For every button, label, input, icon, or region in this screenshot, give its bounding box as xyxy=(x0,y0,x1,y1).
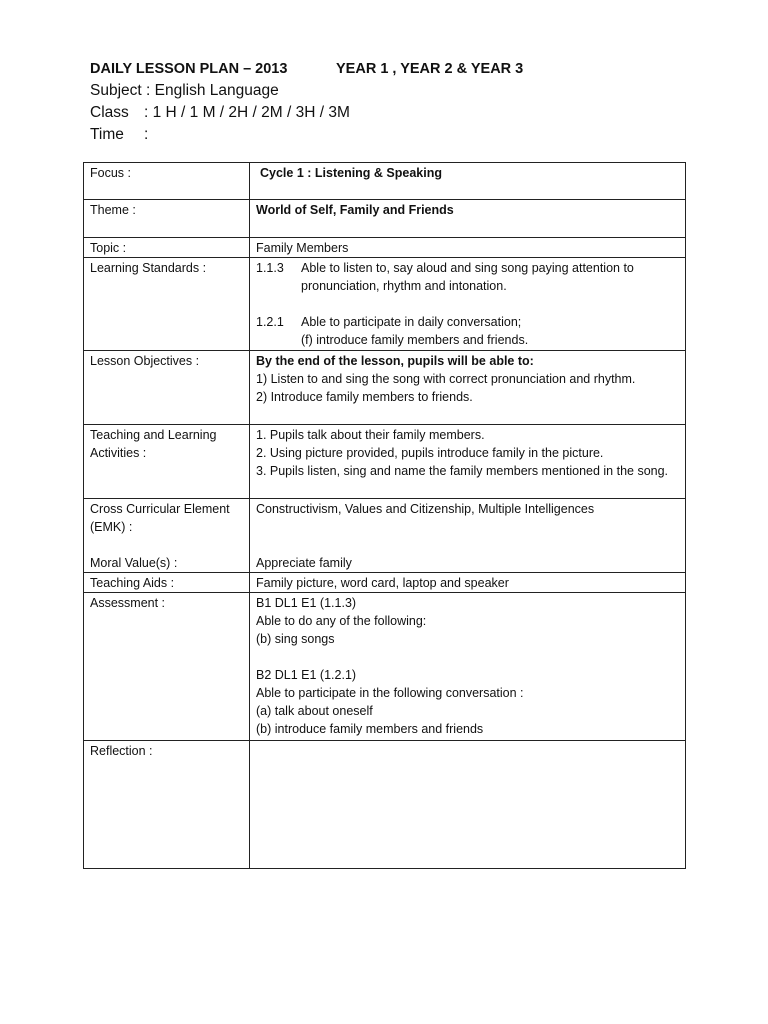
assessment-b2-desc: Able to participate in the following conversation : xyxy=(256,686,524,700)
assessment-row xyxy=(84,593,686,741)
assessment-value xyxy=(250,593,686,741)
reflection-value[interactable] xyxy=(250,741,686,869)
standard-2-code: 1.2.1 xyxy=(256,315,284,329)
assessment-b2-item: (b) introduce family members and friends xyxy=(256,722,484,736)
learning-standards-value xyxy=(250,258,686,351)
standard-1-code: 1.1.3 xyxy=(256,261,284,275)
moral-value-label: Moral Value(s) : xyxy=(90,556,178,570)
plan-years: YEAR 1 , YEAR 2 & YEAR 3 xyxy=(336,61,524,77)
teaching-aids-value: Family picture, word card, laptop and speaker xyxy=(250,573,686,593)
focus-label: Focus : xyxy=(84,163,250,200)
theme-label: Theme : xyxy=(84,200,250,238)
assessment-b2-item: (a) talk about oneself xyxy=(256,704,373,718)
standard-1 xyxy=(256,259,679,277)
topic-value: Family Members xyxy=(250,238,686,258)
time-line xyxy=(90,124,690,146)
learning-standards-row xyxy=(84,258,686,351)
class-line xyxy=(90,102,690,124)
standard-2 xyxy=(256,313,679,331)
standard-1-continuation: pronunciation, rhythm and intonation. xyxy=(301,279,507,293)
time-label: Time xyxy=(90,126,124,143)
cross-curricular-label-cell xyxy=(84,499,250,573)
theme-value: World of Self, Family and Friends xyxy=(250,200,686,238)
assessment-b1-code: B1 DL1 E1 (1.1.3) xyxy=(256,596,357,610)
time-value: : xyxy=(144,126,149,143)
moral-value: Appreciate family xyxy=(256,556,352,570)
teaching-aids-label: Teaching Aids : xyxy=(84,573,250,593)
teaching-aids-row xyxy=(84,573,686,593)
focus-value: Cycle 1 : Listening & Speaking xyxy=(250,163,686,200)
activities-label: Teaching and Learning Activities : xyxy=(84,425,250,499)
cross-curricular-value-cell xyxy=(250,499,686,573)
learning-standards-label: Learning Standards : xyxy=(84,258,250,351)
assessment-b1-desc: Able to do any of the following: xyxy=(256,614,427,628)
reflection-label: Reflection : xyxy=(84,741,250,869)
objectives-row xyxy=(84,351,686,425)
topic-label: Topic : xyxy=(84,238,250,258)
lesson-plan-table xyxy=(83,162,686,869)
topic-row xyxy=(84,238,686,258)
header-title-row xyxy=(90,58,690,80)
objective-item: 2) Introduce family members to friends. xyxy=(256,390,473,404)
activities-value xyxy=(250,425,686,499)
lesson-plan-header xyxy=(90,58,690,146)
objectives-intro: By the end of the lesson, pupils will be able to: xyxy=(256,354,534,368)
plan-title: DAILY LESSON PLAN – 2013 xyxy=(90,61,288,77)
activities-row xyxy=(84,425,686,499)
activity-item: 1. Pupils talk about their family members. xyxy=(256,428,485,442)
standard-1-text: Able to listen to, say aloud and sing song paying attention to xyxy=(301,261,634,275)
standard-2-continuation: (f) introduce family members and friends. xyxy=(301,333,529,347)
cross-curricular-row xyxy=(84,499,686,573)
assessment-b2-code: B2 DL1 E1 (1.2.1) xyxy=(256,668,357,682)
class-value: : 1 H / 1 M / 2H / 2M / 3H / 3M xyxy=(144,104,350,121)
objectives-value xyxy=(250,351,686,425)
activity-item: 3. Pupils listen, sing and name the family members mentioned in the song. xyxy=(256,464,669,478)
cross-curricular-value: Constructivism, Values and Citizenship, Multiple Intelligences xyxy=(256,502,595,516)
subject-line: Subject : English Language xyxy=(90,82,279,99)
assessment-b1-item: (b) sing songs xyxy=(256,632,335,646)
theme-row xyxy=(84,200,686,238)
class-label: Class xyxy=(90,104,129,121)
cross-curricular-label: Cross Curricular Element (EMK) : xyxy=(90,502,230,534)
assessment-label: Assessment : xyxy=(84,593,250,741)
objective-item: 1) Listen to and sing the song with correct pronunciation and rhythm. xyxy=(256,372,636,386)
standard-2-text: Able to participate in daily conversation; xyxy=(301,315,522,329)
reflection-row xyxy=(84,741,686,869)
objectives-label: Lesson Objectives : xyxy=(84,351,250,425)
focus-row xyxy=(84,163,686,200)
activity-item: 2. Using picture provided, pupils introduce family in the picture. xyxy=(256,446,604,460)
